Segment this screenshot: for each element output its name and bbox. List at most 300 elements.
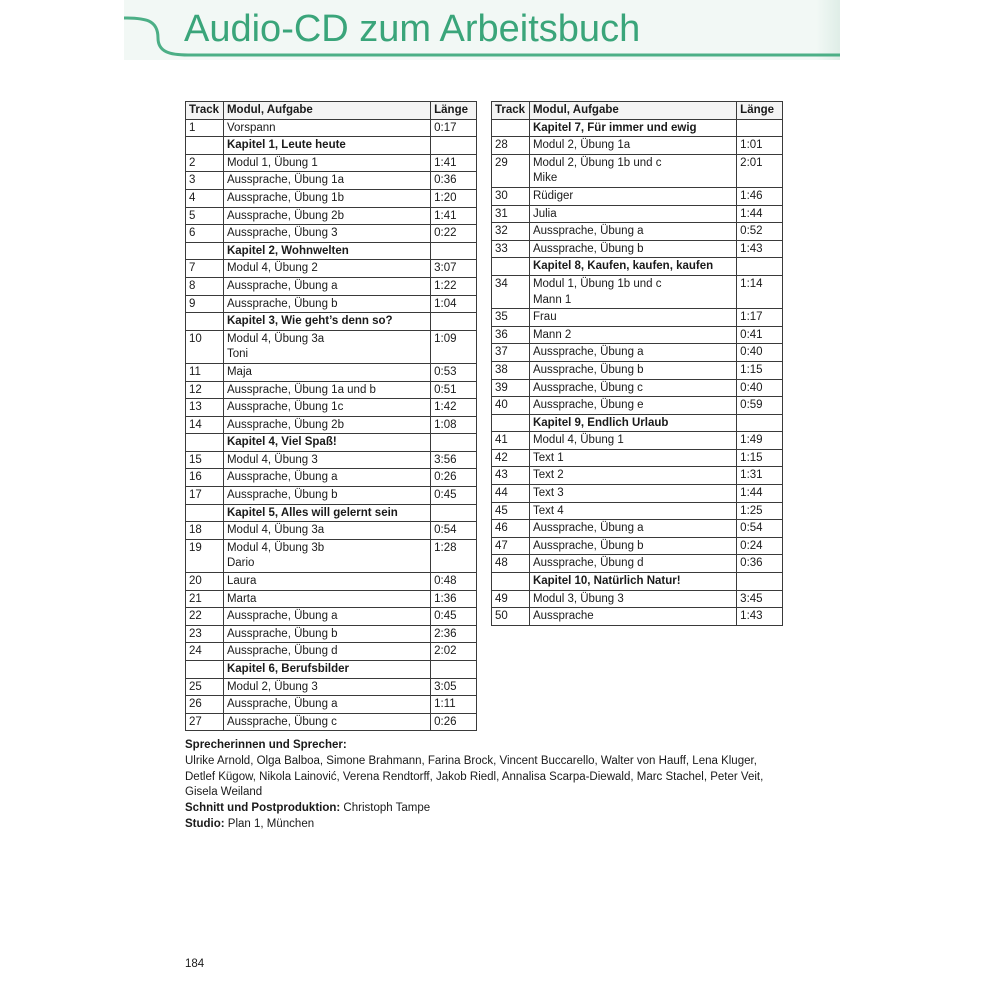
track-number: 34 bbox=[492, 275, 530, 308]
track-row bbox=[186, 522, 477, 540]
track-row bbox=[492, 449, 783, 467]
track-length: 1:44 bbox=[737, 485, 783, 503]
track-number: 1 bbox=[186, 119, 224, 137]
modul-line: Aussprache, Übung a bbox=[532, 225, 644, 238]
modul-cell bbox=[223, 260, 430, 278]
track-number: 31 bbox=[492, 205, 530, 223]
modul-line: Aussprache, Übung 2b bbox=[226, 209, 344, 222]
chapter-title bbox=[223, 434, 430, 452]
track-length bbox=[431, 661, 477, 679]
track-row bbox=[492, 137, 783, 155]
editing-label: Schnitt und Postproduktion: bbox=[185, 802, 341, 815]
track-length: 1:43 bbox=[737, 608, 783, 626]
chapter-title bbox=[223, 313, 430, 331]
track-number: 45 bbox=[492, 502, 530, 520]
track-number: 7 bbox=[186, 260, 224, 278]
page-title: Audio-CD zum Arbeitsbuch bbox=[184, 8, 641, 50]
modul-line: Kapitel 9, Endlich Urlaub bbox=[532, 416, 669, 429]
track-row bbox=[186, 539, 477, 572]
modul-cell bbox=[529, 344, 736, 362]
modul-cell bbox=[529, 240, 736, 258]
track-number: 21 bbox=[186, 590, 224, 608]
track-row bbox=[186, 363, 477, 381]
track-row bbox=[186, 696, 477, 714]
modul-line: Aussprache, Übung b bbox=[226, 627, 338, 640]
track-row bbox=[186, 119, 477, 137]
chapter-title bbox=[529, 573, 736, 591]
modul-line: Laura bbox=[226, 575, 257, 588]
modul-line: Aussprache, Übung 3 bbox=[226, 227, 338, 240]
modul-line: Kapitel 2, Wohnwelten bbox=[226, 244, 349, 257]
track-number bbox=[492, 573, 530, 591]
modul-line: Toni bbox=[226, 348, 249, 361]
track-row bbox=[186, 225, 477, 243]
modul-line: Aussprache, Übung b bbox=[532, 242, 644, 255]
track-length: 0:45 bbox=[431, 487, 477, 505]
modul-line: Aussprache, Übung 1a und b bbox=[226, 383, 376, 396]
chapter-row bbox=[186, 661, 477, 679]
modul-line: Aussprache, Übung d bbox=[226, 645, 338, 658]
modul-line: Kapitel 3, Wie geht’s denn so? bbox=[226, 315, 393, 328]
modul-cell bbox=[529, 520, 736, 538]
track-row bbox=[186, 207, 477, 225]
modul-cell bbox=[223, 469, 430, 487]
chapter-row bbox=[186, 504, 477, 522]
track-number: 24 bbox=[186, 643, 224, 661]
credits-block bbox=[185, 738, 825, 833]
track-row bbox=[492, 240, 783, 258]
track-row bbox=[186, 625, 477, 643]
modul-line: Aussprache, Übung e bbox=[532, 399, 644, 412]
table-header-row bbox=[492, 102, 783, 120]
editing-value: Christoph Tampe bbox=[340, 802, 431, 815]
track-length bbox=[431, 313, 477, 331]
track-number: 42 bbox=[492, 449, 530, 467]
track-number bbox=[186, 661, 224, 679]
modul-cell bbox=[529, 449, 736, 467]
header-laenge: Länge bbox=[737, 102, 783, 120]
track-length: 1:31 bbox=[737, 467, 783, 485]
track-length: 0:36 bbox=[737, 555, 783, 573]
chapter-row bbox=[186, 313, 477, 331]
track-length: 1:14 bbox=[737, 275, 783, 308]
track-length: 1:44 bbox=[737, 205, 783, 223]
track-row bbox=[186, 487, 477, 505]
modul-line: Aussprache, Übung 1b bbox=[226, 191, 344, 204]
track-row bbox=[492, 187, 783, 205]
track-length: 1:04 bbox=[431, 295, 477, 313]
track-number: 32 bbox=[492, 223, 530, 241]
track-length: 0:17 bbox=[431, 119, 477, 137]
modul-line: Kapitel 4, Viel Spaß! bbox=[226, 436, 337, 449]
modul-line: Modul 4, Übung 3a bbox=[226, 332, 325, 345]
track-length: 1:25 bbox=[737, 502, 783, 520]
track-row bbox=[492, 205, 783, 223]
track-length: 1:17 bbox=[737, 309, 783, 327]
track-number: 36 bbox=[492, 326, 530, 344]
track-length: 1:41 bbox=[431, 207, 477, 225]
header-modul: Modul, Aufgabe bbox=[223, 102, 430, 120]
track-number: 43 bbox=[492, 467, 530, 485]
modul-cell bbox=[223, 189, 430, 207]
track-row bbox=[186, 172, 477, 190]
track-length: 0:45 bbox=[431, 608, 477, 626]
chapter-row bbox=[492, 573, 783, 591]
modul-cell bbox=[223, 451, 430, 469]
chapter-row bbox=[492, 258, 783, 276]
modul-line: Modul 3, Übung 3 bbox=[532, 592, 624, 605]
modul-cell bbox=[223, 381, 430, 399]
modul-cell bbox=[223, 696, 430, 714]
modul-line: Aussprache, Übung b bbox=[226, 489, 338, 502]
modul-cell bbox=[223, 399, 430, 417]
track-row bbox=[492, 223, 783, 241]
modul-cell bbox=[529, 432, 736, 450]
track-number: 13 bbox=[186, 399, 224, 417]
track-length: 3:56 bbox=[431, 451, 477, 469]
modul-cell bbox=[223, 608, 430, 626]
modul-cell bbox=[529, 361, 736, 379]
studio-value: Plan 1, München bbox=[224, 817, 315, 830]
track-number: 2 bbox=[186, 154, 224, 172]
modul-line: Text 1 bbox=[532, 451, 564, 464]
track-number: 39 bbox=[492, 379, 530, 397]
track-length: 0:53 bbox=[431, 363, 477, 381]
track-number bbox=[186, 137, 224, 155]
track-number: 29 bbox=[492, 154, 530, 187]
track-number: 8 bbox=[186, 277, 224, 295]
modul-cell bbox=[223, 172, 430, 190]
modul-line: Kapitel 5, Alles will gelernt sein bbox=[226, 506, 398, 519]
track-length bbox=[737, 573, 783, 591]
modul-line: Modul 4, Übung 3a bbox=[226, 524, 325, 537]
track-row bbox=[186, 469, 477, 487]
speakers-line: Detlef Kügow, Nikola Lainović, Verena Rendtorff, Jakob Riedl, Annalisa Scarpa-Diewald, Marc Stachel, Peter Veit, bbox=[185, 770, 764, 783]
track-row bbox=[492, 379, 783, 397]
modul-cell bbox=[529, 590, 736, 608]
track-length: 0:51 bbox=[431, 381, 477, 399]
editing-line bbox=[185, 801, 825, 817]
track-length bbox=[431, 434, 477, 452]
track-number: 12 bbox=[186, 381, 224, 399]
track-row bbox=[186, 189, 477, 207]
speakers-label: Sprecherinnen und Sprecher: bbox=[185, 739, 347, 751]
track-number: 49 bbox=[492, 590, 530, 608]
track-length: 1:49 bbox=[737, 432, 783, 450]
modul-cell bbox=[529, 154, 736, 187]
track-length: 1:15 bbox=[737, 361, 783, 379]
track-length: 1:08 bbox=[431, 416, 477, 434]
track-row bbox=[492, 608, 783, 626]
track-length: 1:22 bbox=[431, 277, 477, 295]
track-length: 0:59 bbox=[737, 397, 783, 415]
track-row bbox=[186, 643, 477, 661]
track-row bbox=[186, 260, 477, 278]
chapter-title bbox=[223, 242, 430, 260]
track-length: 0:40 bbox=[737, 379, 783, 397]
modul-cell bbox=[223, 225, 430, 243]
track-number: 26 bbox=[186, 696, 224, 714]
header-modul: Modul, Aufgabe bbox=[529, 102, 736, 120]
track-length bbox=[737, 119, 783, 137]
track-row bbox=[492, 275, 783, 308]
chapter-row bbox=[186, 434, 477, 452]
track-row bbox=[186, 451, 477, 469]
modul-line: Modul 2, Übung 3 bbox=[226, 680, 318, 693]
track-length: 3:05 bbox=[431, 678, 477, 696]
speakers-label-line bbox=[185, 738, 825, 754]
track-length: 0:26 bbox=[431, 713, 477, 731]
track-length: 1:36 bbox=[431, 590, 477, 608]
chapter-title bbox=[529, 258, 736, 276]
track-length: 1:09 bbox=[431, 330, 477, 363]
track-number: 19 bbox=[186, 539, 224, 572]
track-length bbox=[431, 137, 477, 155]
chapter-row bbox=[186, 137, 477, 155]
modul-line: Aussprache, Übung 2b bbox=[226, 418, 344, 431]
modul-line: Kapitel 10, Natürlich Natur! bbox=[532, 575, 681, 588]
modul-cell bbox=[223, 119, 430, 137]
track-number bbox=[492, 258, 530, 276]
track-number: 27 bbox=[186, 713, 224, 731]
track-length: 0:48 bbox=[431, 573, 477, 591]
modul-line: Rüdiger bbox=[532, 189, 574, 202]
modul-line: Aussprache, Übung 1a bbox=[226, 174, 344, 187]
track-row bbox=[186, 295, 477, 313]
modul-cell bbox=[223, 643, 430, 661]
modul-line: Modul 4, Übung 3 bbox=[226, 453, 318, 466]
modul-cell bbox=[529, 275, 736, 308]
modul-line: Aussprache bbox=[532, 610, 594, 623]
track-length: 0:22 bbox=[431, 225, 477, 243]
chapter-title bbox=[223, 137, 430, 155]
header-laenge: Länge bbox=[431, 102, 477, 120]
track-length: 0:24 bbox=[737, 537, 783, 555]
header-track: Track bbox=[186, 102, 224, 120]
modul-line: Aussprache, Übung b bbox=[532, 539, 644, 552]
modul-cell bbox=[529, 502, 736, 520]
speakers-line: Gisela Weiland bbox=[185, 786, 263, 799]
chapter-title bbox=[223, 504, 430, 522]
chapter-title bbox=[529, 414, 736, 432]
track-row bbox=[492, 467, 783, 485]
track-number: 4 bbox=[186, 189, 224, 207]
modul-cell bbox=[223, 330, 430, 363]
track-row bbox=[186, 277, 477, 295]
modul-line: Text 3 bbox=[532, 487, 564, 500]
modul-cell bbox=[529, 309, 736, 327]
modul-line: Julia bbox=[532, 207, 557, 220]
track-length: 3:07 bbox=[431, 260, 477, 278]
modul-line: Aussprache, Übung a bbox=[532, 346, 644, 359]
track-number: 16 bbox=[186, 469, 224, 487]
modul-line: Aussprache, Übung a bbox=[532, 522, 644, 535]
track-number bbox=[186, 504, 224, 522]
modul-cell bbox=[529, 397, 736, 415]
track-row bbox=[186, 608, 477, 626]
track-row bbox=[186, 573, 477, 591]
track-row bbox=[186, 330, 477, 363]
track-length: 0:54 bbox=[737, 520, 783, 538]
track-number bbox=[186, 242, 224, 260]
header-track: Track bbox=[492, 102, 530, 120]
track-length: 2:01 bbox=[737, 154, 783, 187]
track-row bbox=[186, 381, 477, 399]
track-number: 50 bbox=[492, 608, 530, 626]
track-row bbox=[186, 416, 477, 434]
modul-line: Mann 2 bbox=[532, 328, 572, 341]
modul-line: Aussprache, Übung 1c bbox=[226, 401, 344, 414]
track-row bbox=[186, 590, 477, 608]
modul-cell bbox=[223, 539, 430, 572]
track-number: 33 bbox=[492, 240, 530, 258]
modul-line: Modul 1, Übung 1 bbox=[226, 156, 318, 169]
modul-line: Text 4 bbox=[532, 504, 564, 517]
track-number bbox=[186, 313, 224, 331]
track-length: 3:45 bbox=[737, 590, 783, 608]
modul-line: Aussprache, Übung d bbox=[532, 557, 644, 570]
modul-line: Aussprache, Übung a bbox=[226, 279, 338, 292]
modul-cell bbox=[529, 537, 736, 555]
track-number: 25 bbox=[186, 678, 224, 696]
modul-line: Maja bbox=[226, 365, 252, 378]
track-row bbox=[492, 397, 783, 415]
track-number: 5 bbox=[186, 207, 224, 225]
track-length: 1:41 bbox=[431, 154, 477, 172]
modul-line: Aussprache, Übung a bbox=[226, 471, 338, 484]
track-number: 23 bbox=[186, 625, 224, 643]
modul-cell bbox=[223, 713, 430, 731]
track-table-right bbox=[491, 101, 783, 626]
track-number: 14 bbox=[186, 416, 224, 434]
modul-cell bbox=[223, 573, 430, 591]
modul-cell bbox=[529, 223, 736, 241]
modul-cell bbox=[223, 590, 430, 608]
track-length: 2:02 bbox=[431, 643, 477, 661]
track-row bbox=[186, 678, 477, 696]
modul-cell bbox=[529, 467, 736, 485]
track-number bbox=[186, 434, 224, 452]
chapter-row bbox=[492, 119, 783, 137]
track-row bbox=[492, 309, 783, 327]
track-number: 37 bbox=[492, 344, 530, 362]
track-number: 28 bbox=[492, 137, 530, 155]
modul-line: Mann 1 bbox=[532, 293, 572, 306]
track-number: 35 bbox=[492, 309, 530, 327]
modul-line: Modul 1, Übung 1b und c bbox=[532, 277, 662, 290]
track-number: 10 bbox=[186, 330, 224, 363]
track-number: 20 bbox=[186, 573, 224, 591]
speakers-line: Ulrike Arnold, Olga Balboa, Simone Brahmann, Farina Brock, Vincent Buccarello, Walter von Hauff, Lena Kluger, bbox=[185, 754, 757, 767]
track-length: 0:54 bbox=[431, 522, 477, 540]
modul-cell bbox=[529, 608, 736, 626]
studio-label: Studio: bbox=[185, 817, 225, 830]
track-length: 1:43 bbox=[737, 240, 783, 258]
track-number: 44 bbox=[492, 485, 530, 503]
track-length bbox=[737, 258, 783, 276]
track-row bbox=[492, 502, 783, 520]
modul-cell bbox=[223, 295, 430, 313]
track-row bbox=[492, 520, 783, 538]
track-number bbox=[492, 414, 530, 432]
modul-cell bbox=[223, 416, 430, 434]
modul-line: Modul 4, Übung 1 bbox=[532, 434, 624, 447]
track-row bbox=[492, 344, 783, 362]
track-table-left bbox=[185, 101, 477, 731]
track-length: 0:52 bbox=[737, 223, 783, 241]
track-number: 22 bbox=[186, 608, 224, 626]
modul-line: Dario bbox=[226, 557, 255, 570]
track-row bbox=[492, 432, 783, 450]
modul-line: Aussprache, Übung c bbox=[226, 715, 337, 728]
chapter-row bbox=[186, 242, 477, 260]
modul-cell bbox=[223, 154, 430, 172]
modul-line: Aussprache, Übung b bbox=[532, 363, 644, 376]
track-number: 9 bbox=[186, 295, 224, 313]
track-number: 11 bbox=[186, 363, 224, 381]
track-row bbox=[186, 713, 477, 731]
chapter-row bbox=[492, 414, 783, 432]
track-row bbox=[492, 326, 783, 344]
track-length bbox=[737, 414, 783, 432]
track-length: 1:15 bbox=[737, 449, 783, 467]
track-row bbox=[186, 154, 477, 172]
track-number: 47 bbox=[492, 537, 530, 555]
modul-line: Aussprache, Übung a bbox=[226, 698, 338, 711]
track-row bbox=[186, 399, 477, 417]
track-number: 48 bbox=[492, 555, 530, 573]
track-length: 1:28 bbox=[431, 539, 477, 572]
chapter-title bbox=[223, 661, 430, 679]
track-row bbox=[492, 590, 783, 608]
modul-line: Aussprache, Übung b bbox=[226, 297, 338, 310]
modul-cell bbox=[223, 487, 430, 505]
modul-line: Kapitel 1, Leute heute bbox=[226, 139, 346, 152]
table-header-row bbox=[186, 102, 477, 120]
modul-line: Modul 4, Übung 3b bbox=[226, 541, 325, 554]
modul-line: Kapitel 6, Berufsbilder bbox=[226, 663, 350, 675]
page-number: 184 bbox=[185, 958, 205, 970]
track-row bbox=[492, 555, 783, 573]
track-number: 15 bbox=[186, 451, 224, 469]
modul-cell bbox=[529, 555, 736, 573]
modul-line: Marta bbox=[226, 592, 257, 605]
modul-line: Text 2 bbox=[532, 469, 564, 482]
modul-cell bbox=[223, 363, 430, 381]
track-row bbox=[492, 361, 783, 379]
modul-line: Modul 2, Übung 1b und c bbox=[532, 156, 662, 169]
modul-cell bbox=[223, 625, 430, 643]
modul-line: Kapitel 7, Für immer und ewig bbox=[532, 121, 697, 134]
track-row bbox=[492, 485, 783, 503]
modul-cell bbox=[223, 207, 430, 225]
track-number: 46 bbox=[492, 520, 530, 538]
track-length: 1:01 bbox=[737, 137, 783, 155]
track-number: 38 bbox=[492, 361, 530, 379]
track-length: 0:26 bbox=[431, 469, 477, 487]
track-length bbox=[431, 242, 477, 260]
modul-line: Modul 2, Übung 1a bbox=[532, 139, 631, 152]
track-number: 41 bbox=[492, 432, 530, 450]
modul-line: Aussprache, Übung c bbox=[532, 381, 643, 394]
track-row bbox=[492, 154, 783, 187]
modul-cell bbox=[529, 205, 736, 223]
modul-cell bbox=[223, 522, 430, 540]
modul-cell bbox=[529, 137, 736, 155]
modul-line: Aussprache, Übung a bbox=[226, 610, 338, 623]
modul-line: Frau bbox=[532, 311, 557, 324]
track-length: 1:42 bbox=[431, 399, 477, 417]
